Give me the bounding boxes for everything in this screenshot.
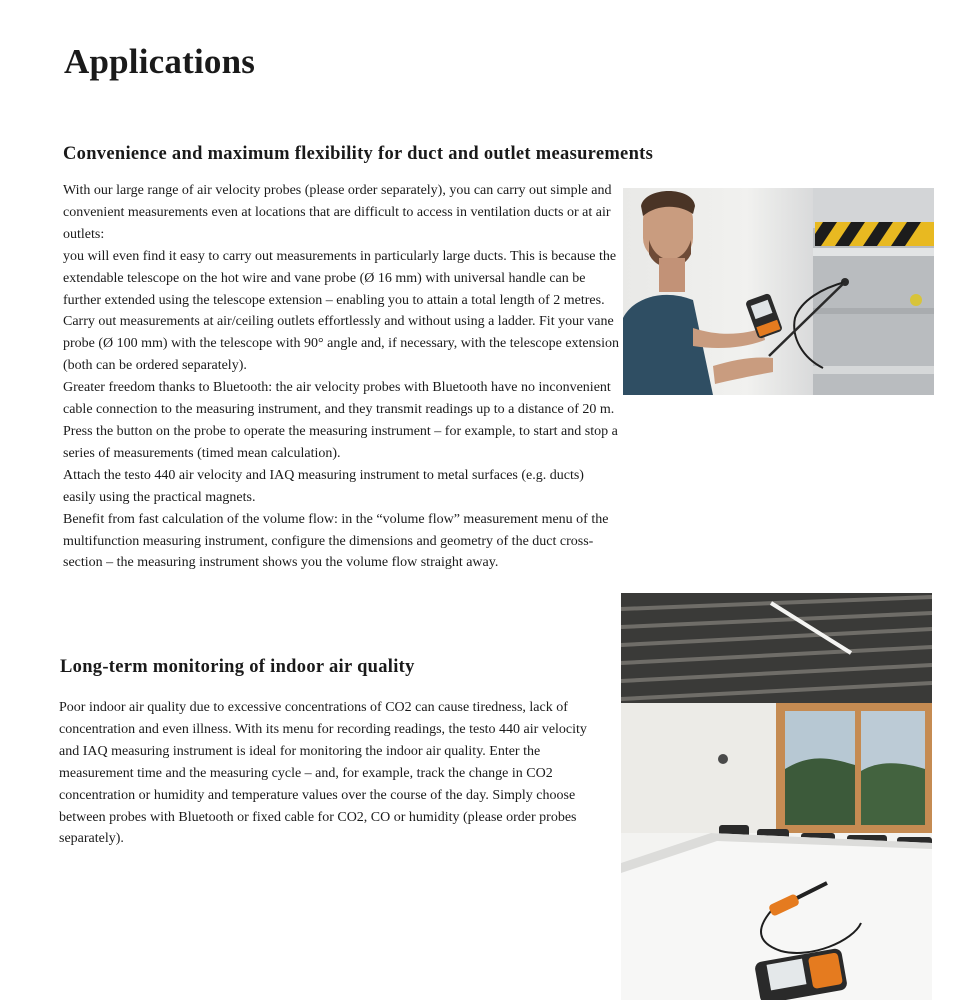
paragraph: Greater freedom thanks to Bluetooth: the air velocity probes with Bluetooth have no inconvenient cable connection to the measuring instrument, and they transmit readings up to a distance of 20 m. Press the button on the probe to operate the measuring instrument – for example, to start and stop a series of measurements (timed mean calculation). — [63, 380, 618, 461]
section-body-indoor-air-quality — [59, 697, 607, 850]
section-heading-indoor-air-quality: Long-term monitoring of indoor air quality — [60, 657, 415, 677]
paragraph: Carry out measurements at air/ceiling outlets effortlessly and without using a ladder. Fit your vane probe (Ø 100 mm) with the telescope with 90° angle and, if necessary, with the telescope extension (both can be ordered separately). — [63, 314, 619, 374]
section-body-duct-measurements — [63, 180, 619, 574]
duct-measurement-illustration — [623, 188, 934, 395]
meeting-room-illustration — [621, 593, 932, 1000]
paragraph: you will even find it easy to carry out measurements in particularly large ducts. This is because the extendable telescope on the hot wire and vane probe (Ø 16 mm) with universal handle can be further extended using the telescope extension – enabling you to attain a total length of 2 metres. — [63, 248, 617, 308]
section-heading-duct-measurements: Convenience and maximum flexibility for duct and outlet measurements — [63, 144, 654, 164]
paragraph: Attach the testo 440 air velocity and IAQ measuring instrument to metal surfaces (e.g. ducts) easily using the practical magnets. — [63, 467, 584, 505]
paragraph: With our large range of air velocity probes (please order separately), you can carry out simple and convenient measurements even at locations that are difficult to access in ventilation ducts or at air outlets: — [63, 183, 612, 242]
page-title: Applications — [64, 42, 256, 81]
duct-measurement-photo — [623, 188, 934, 395]
meeting-room-photo — [621, 593, 932, 1000]
paragraph: Benefit from fast calculation of the volume flow: in the “volume flow” measurement menu of the multifunction measuring instrument, configure the dimensions and geometry of the duct cross-section – the measuring instrument shows you the volume flow straight away. — [63, 511, 609, 571]
paragraph: Poor indoor air quality due to excessive concentrations of CO2 can cause tiredness, lack of concentration and even illness. With its menu for recording readings, the testo 440 air velocity and IAQ measuring instrument is ideal for monitoring the indoor air quality. Enter the measurement time and the measuring cycle – and, for example, track the change in CO2 concentration or humidity and temperature values over the course of the day. Simply choose between probes with Bluetooth or fixed cable for CO2, CO or humidity (please order probes separately). — [59, 700, 587, 847]
